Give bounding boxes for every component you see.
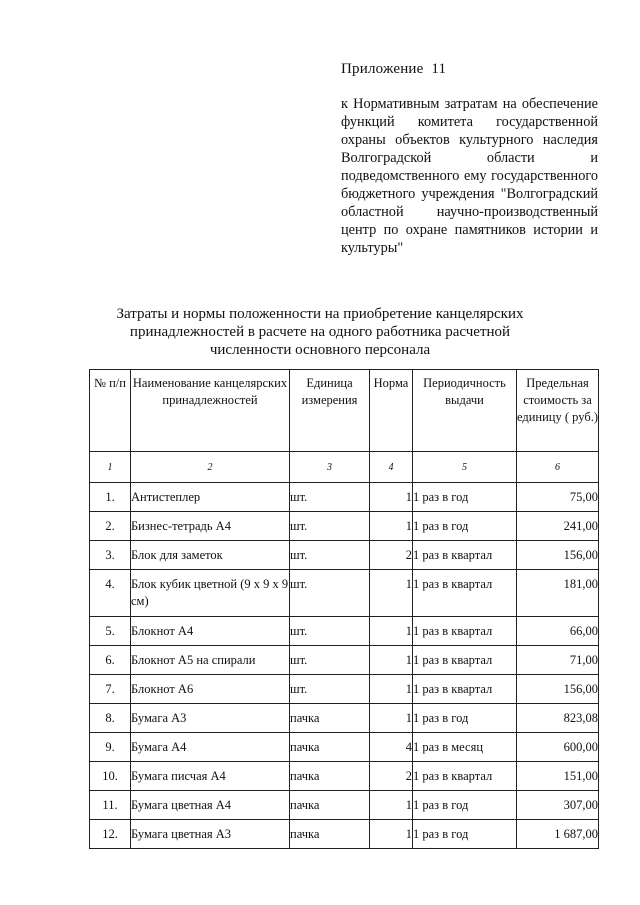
item-periodicity: 1 раз в месяц [413,733,517,762]
item-name: Бизнес-тетрадь А4 [131,512,290,541]
item-unit: пачка [290,733,370,762]
item-periodicity: 1 раз в год [413,820,517,849]
header-item-name: Наименование канцелярских принадлежностей [131,370,290,452]
item-price: 1 687,00 [517,820,599,849]
header-periodicity: Периодичность выдачи [413,370,517,452]
item-name: Блок для заметок [131,541,290,570]
item-price: 156,00 [517,541,599,570]
header-unit: Единица измерения [290,370,370,452]
item-price: 307,00 [517,791,599,820]
table-row [90,675,599,704]
column-number-row [90,452,599,483]
item-price: 241,00 [517,512,599,541]
item-unit: пачка [290,820,370,849]
item-name: Блок кубик цветной (9 х 9 х 9 см) [131,570,290,617]
item-norm: 1 [370,617,413,646]
item-norm: 1 [370,646,413,675]
item-unit: пачка [290,704,370,733]
row-number: 7. [90,675,131,704]
row-number: 8. [90,704,131,733]
item-norm: 4 [370,733,413,762]
item-norm: 1 [370,512,413,541]
item-price: 823,08 [517,704,599,733]
item-price: 156,00 [517,675,599,704]
item-name: Бумага цветная А3 [131,820,290,849]
row-number: 11. [90,791,131,820]
item-periodicity: 1 раз в год [413,483,517,512]
table-row [90,483,599,512]
item-norm: 2 [370,541,413,570]
table-row [90,646,599,675]
table-row [90,617,599,646]
column-number: 2 [131,452,290,483]
table-row [90,733,599,762]
item-name: Блокнот А4 [131,617,290,646]
item-name: Бумага писчая А4 [131,762,290,791]
row-number: 10. [90,762,131,791]
header-max-price: Предельная стоимость за единицу ( руб.) [517,370,599,452]
item-price: 75,00 [517,483,599,512]
header-number: № п/п [90,370,131,452]
item-unit: шт. [290,646,370,675]
item-norm: 1 [370,704,413,733]
table-header-row [90,370,599,452]
item-name: Антистеплер [131,483,290,512]
table-row [90,791,599,820]
table-row [90,541,599,570]
stationery-norms-table [89,369,599,849]
item-unit: пачка [290,762,370,791]
table-row [90,704,599,733]
item-name: Бумага А3 [131,704,290,733]
item-periodicity: 1 раз в квартал [413,541,517,570]
item-periodicity: 1 раз в квартал [413,762,517,791]
item-unit: шт. [290,541,370,570]
item-periodicity: 1 раз в квартал [413,570,517,617]
appendix-reference-text: к Нормативным затратам на обеспечение функций комитета государственной охраны объектов культурного наследия Волгоградской области и подведомственного ему государственного бюджетного учреждения "Волгоградский областной научно-производственный центр по охране памятников истории и культуры" [341,96,598,256]
item-price: 71,00 [517,646,599,675]
item-unit: шт. [290,570,370,617]
item-periodicity: 1 раз в квартал [413,675,517,704]
item-norm: 1 [370,791,413,820]
row-number: 4. [90,570,131,617]
column-number: 5 [413,452,517,483]
column-number: 4 [370,452,413,483]
table-row [90,820,599,849]
item-norm: 1 [370,820,413,849]
row-number: 5. [90,617,131,646]
row-number: 9. [90,733,131,762]
column-number: 1 [90,452,131,483]
item-unit: шт. [290,617,370,646]
item-price: 151,00 [517,762,599,791]
table-row [90,570,599,617]
column-number: 3 [290,452,370,483]
item-name: Блокнот А6 [131,675,290,704]
item-periodicity: 1 раз в год [413,791,517,820]
item-name: Блокнот А5 на спирали [131,646,290,675]
document-title: Затраты и нормы положенности на приобретение канцелярских принадлежностей в расчете на одного работника расчетной численности основного персонала [116,306,524,358]
item-norm: 1 [370,570,413,617]
item-unit: пачка [290,791,370,820]
item-price: 181,00 [517,570,599,617]
header-norm: Норма [370,370,413,452]
row-number: 2. [90,512,131,541]
row-number: 12. [90,820,131,849]
appendix-title: Приложение 11 [341,61,447,77]
item-price: 66,00 [517,617,599,646]
item-norm: 1 [370,675,413,704]
item-norm: 2 [370,762,413,791]
table-row [90,512,599,541]
item-name: Бумага А4 [131,733,290,762]
table-row [90,762,599,791]
item-unit: шт. [290,675,370,704]
row-number: 3. [90,541,131,570]
item-periodicity: 1 раз в год [413,512,517,541]
item-periodicity: 1 раз в квартал [413,646,517,675]
item-unit: шт. [290,483,370,512]
row-number: 6. [90,646,131,675]
item-price: 600,00 [517,733,599,762]
row-number: 1. [90,483,131,512]
item-periodicity: 1 раз в год [413,704,517,733]
item-periodicity: 1 раз в квартал [413,617,517,646]
item-unit: шт. [290,512,370,541]
item-norm: 1 [370,483,413,512]
item-name: Бумага цветная А4 [131,791,290,820]
column-number: 6 [517,452,599,483]
